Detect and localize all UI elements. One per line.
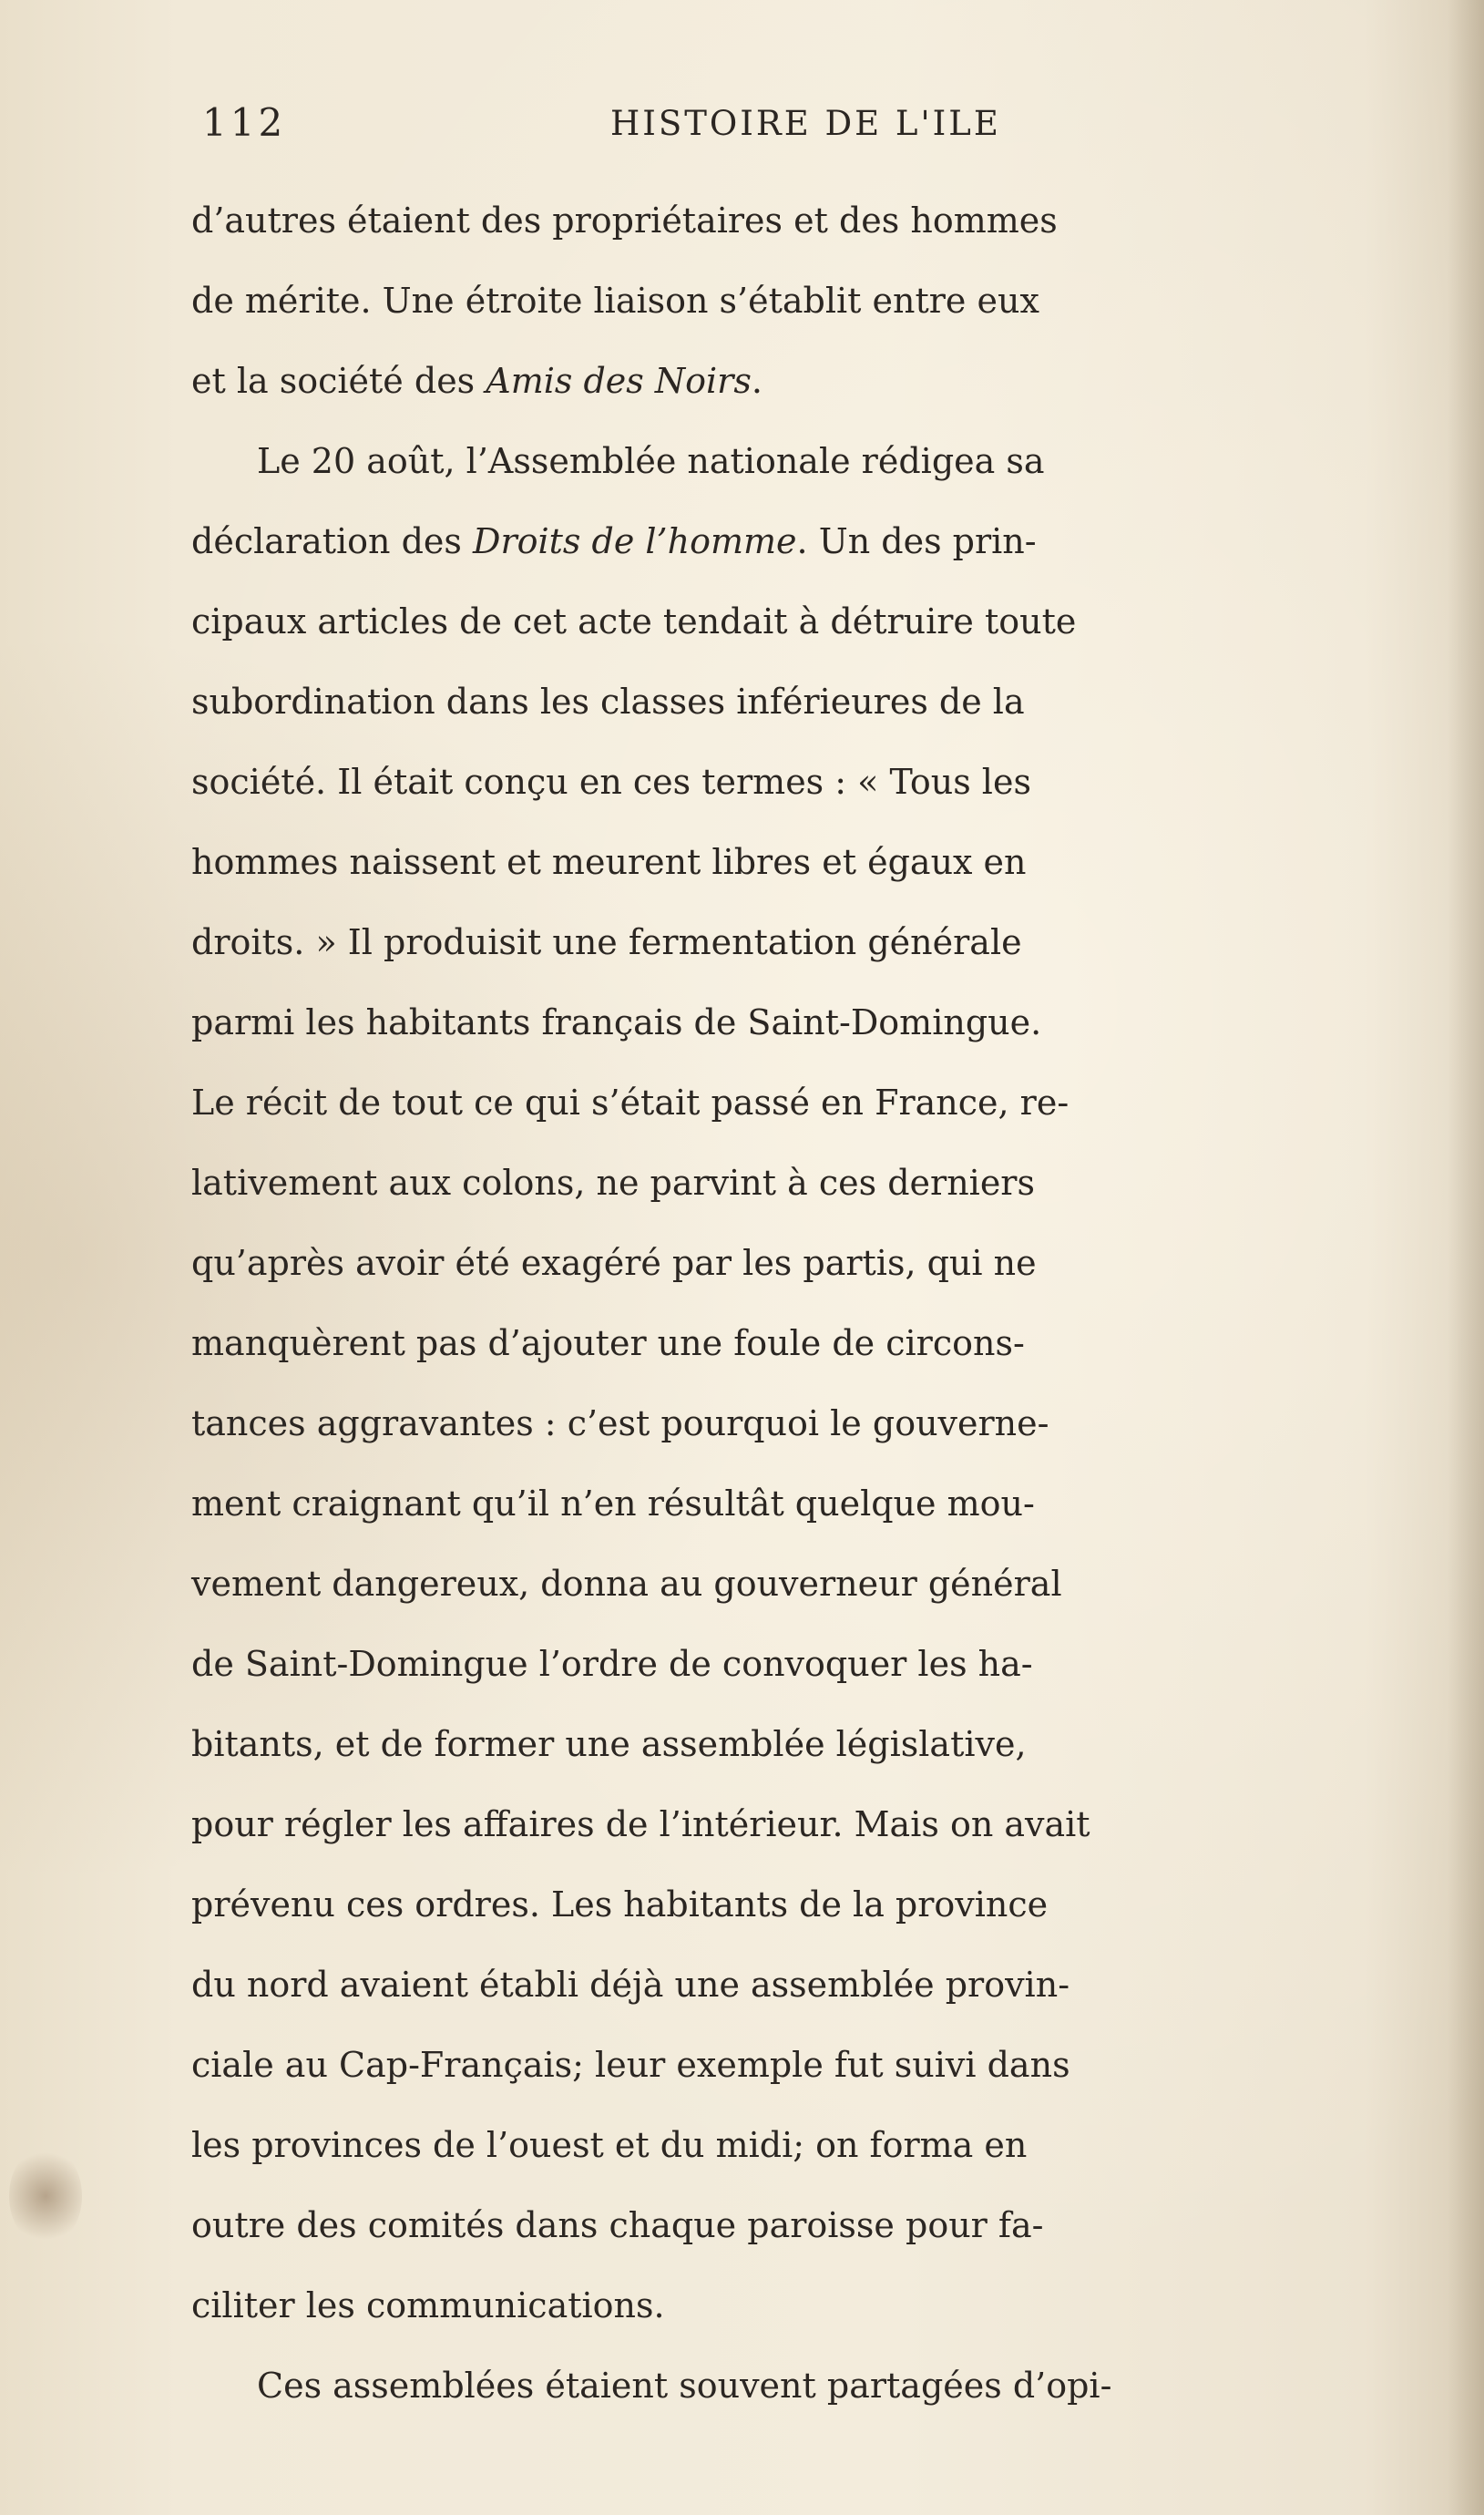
text-line: lativement aux colons, ne parvint à ces derniers	[191, 1163, 1035, 1203]
text-line: les provinces de l’ouest et du midi; on forma en	[191, 2125, 1028, 2165]
text-line: vement dangereux, donna au gouverneur général	[191, 1564, 1062, 1604]
text-line: pour régler les affaires de l’intérieur. Mais on avait	[191, 1804, 1090, 1844]
text-line: qu’après avoir été exagéré par les partis, qui ne	[191, 1243, 1037, 1283]
text-line: prévenu ces ordres. Les habitants de la province	[191, 1884, 1049, 1925]
paragraph-start-line: Ces assemblées étaient souvent partagées d’opi-	[257, 2366, 1112, 2406]
text-line	[191, 341, 1476, 421]
text-line: tances aggravantes : c’est pourquoi le gouverne-	[191, 1403, 1049, 1443]
page-number: 112	[202, 100, 287, 145]
text-line: manquèrent pas d’ajouter une foule de circons-	[191, 1323, 1025, 1363]
italic-title: Amis des Noirs	[486, 361, 752, 401]
text-segment: déclaration des	[191, 521, 473, 561]
text-line: Le récit de tout ce qui s’était passé en France, re-	[191, 1083, 1070, 1123]
text-line: de Saint-Domingue l’ordre de convoquer les ha-	[191, 1644, 1033, 1684]
text-segment: et la société des	[191, 361, 486, 401]
text-line	[191, 501, 1476, 581]
text-line: cipaux articles de cet acte tendait à détruire toute	[191, 601, 1077, 642]
page-stain	[9, 2146, 82, 2246]
text-line: ment craignant qu’il n’en résultât quelque mou-	[191, 1483, 1035, 1524]
italic-title: Droits de l’homme	[472, 521, 797, 561]
text-line: hommes naissent et meurent libres et égaux en	[191, 842, 1027, 882]
text-segment: . Un des prin-	[796, 521, 1037, 561]
running-title: HISTOIRE DE L'ILE	[610, 104, 1001, 143]
text-line: d’autres étaient des propriétaires et des hommes	[191, 200, 1058, 241]
text-line: droits. » Il produisit une fermentation générale	[191, 922, 1022, 962]
text-line: de mérite. Une étroite liaison s’établit entre eux	[191, 281, 1039, 321]
page-header	[0, 100, 1484, 164]
text-line: bitants, et de former une assemblée législative,	[191, 1724, 1027, 1764]
text-line: parmi les habitants français de Saint-Domingue.	[191, 1002, 1042, 1042]
text-line: du nord avaient établi déjà une assemblée provin-	[191, 1965, 1070, 2005]
text-segment: .	[751, 361, 762, 401]
text-line: ciale au Cap-Français; leur exemple fut suivi dans	[191, 2045, 1070, 2085]
paragraph-start-line: Le 20 août, l’Assemblée nationale rédigea sa	[257, 441, 1045, 481]
body-text	[191, 180, 1476, 2426]
text-line: outre des comités dans chaque paroisse pour fa-	[191, 2205, 1044, 2245]
text-line: ciliter les communications.	[191, 2285, 665, 2325]
text-line: subordination dans les classes inférieures de la	[191, 682, 1025, 722]
text-line: société. Il était conçu en ces termes : « Tous les	[191, 762, 1031, 802]
